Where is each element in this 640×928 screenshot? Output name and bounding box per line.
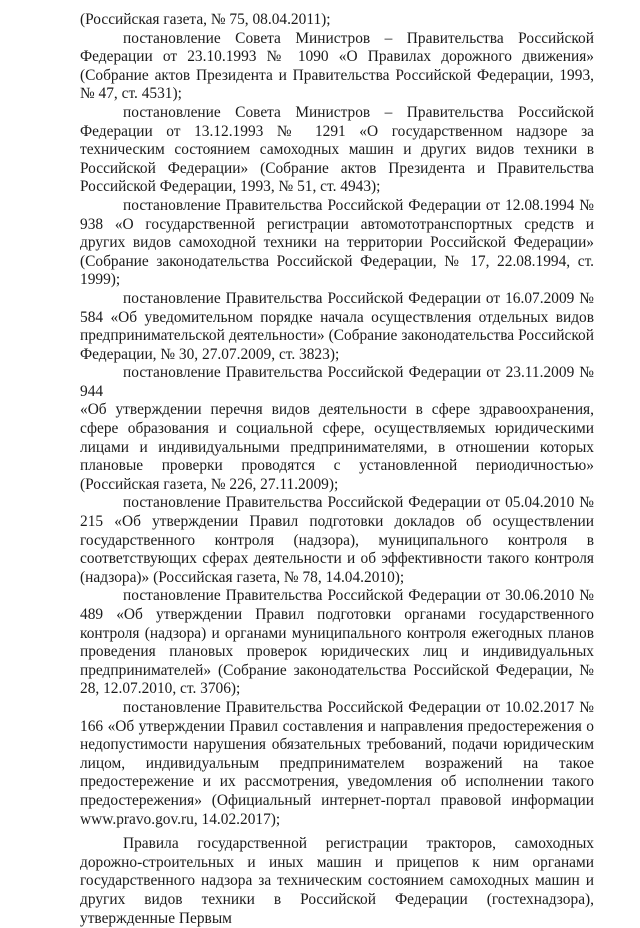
paragraph-decree-938: постановление Правительства Российской Федерации от 12.08.1994 № 938 «О государственной регистрации автомототранспортных средств и других видов самоходной техники на территории Российской Федерации» (Собрание законодательства Российской Федерации, № 17, 22.08.1994, ст. 1999);	[80, 196, 594, 289]
paragraph-decree-215: постановление Правительства Российской Федерации от 05.04.2010 № 215 «Об утверждении Правил подготовки докладов об осуществлении государственного контроля (надзора), муниципального контроля в соответствующих сферах деятельности и об эффективности такого контроля (надзора)» (Российская газета, № 78, 14.04.2010);	[80, 494, 594, 586]
paragraph-source-rg-2011: (Российская газета, № 75, 08.04.2011);	[80, 11, 331, 28]
paragraph-decree-1090: постановление Совета Министров – Правительства Российской Федерации от 23.10.1993 № 1090 «О Правилах дорожного движения» (Собрание актов Президента и Правительства Российской Федерации, 1993, № 47, ст. 4531);	[80, 29, 594, 103]
paragraph-decree-166: постановление Правительства Российской Федерации от 10.02.2017 № 166 «Об утверждении Правил составления и направления предостережения о недопустимости нарушения обязательных требований, подачи юридическим лицом, индивидуальным предпринимателем возражений на такое предостережение и их рассмотрения, уведомления об исполнении такого предостережения» (Официальный интернет-портал правовой информации www.pravo.gov.ru, 14.02.2017);	[80, 698, 594, 828]
document-body	[80, 11, 594, 928]
paragraph-registration-rules: Правила государственной регистрации тракторов, самоходных дорожно-строительных и иных машин и прицепов к ним органами государственного надзора за техническим состоянием самоходных машин и других видов техники в Российской Федерации (гостехнадзора), утвержденные Первым	[80, 835, 594, 927]
paragraph-decree-1291: постановление Совета Министров – Правительства Российской Федерации от 13.12.1993 № 1291 «О государственном надзоре за техническим состоянием самоходных машин и других видов техники в Российской Федерации» (Собрание актов Президента и Правительства Российской Федерации, 1993, № 51, ст. 4943);	[80, 103, 594, 196]
paragraph-decree-489: постановление Правительства Российской Федерации от 30.06.2010 № 489 «Об утверждении Правил подготовки органами государственного контроля (надзора) и органами муниципального контроля ежегодных планов проведения плановых проверок юридических лиц и индивидуальных предпринимателей» (Собрание законодательства Российской Федерации, № 28, 12.07.2010, ст. 3706);	[80, 587, 594, 698]
paragraph-decree-584: постановление Правительства Российской Федерации от 16.07.2009 № 584 «Об уведомительном порядке начала осуществления отдельных видов предпринимательской деятельности» (Собрание законодательства Российской Федерации, № 30, 27.07.2009, ст. 3823);	[80, 289, 594, 363]
paragraph-decree-944-body: «Об утверждении перечня видов деятельности в сфере здравоохранения, сфере образования и социальной сфере, осуществляемых юридическими лицами и индивидуальными предпринимателями, в отношении которых плановые проверки проводятся с установленной периодичностью» (Российская газета, № 226, 27.11.2009);	[80, 401, 594, 493]
paragraph-decree-944-heading: постановление Правительства Российской Федерации от 23.11.2009 № 944	[80, 364, 594, 400]
